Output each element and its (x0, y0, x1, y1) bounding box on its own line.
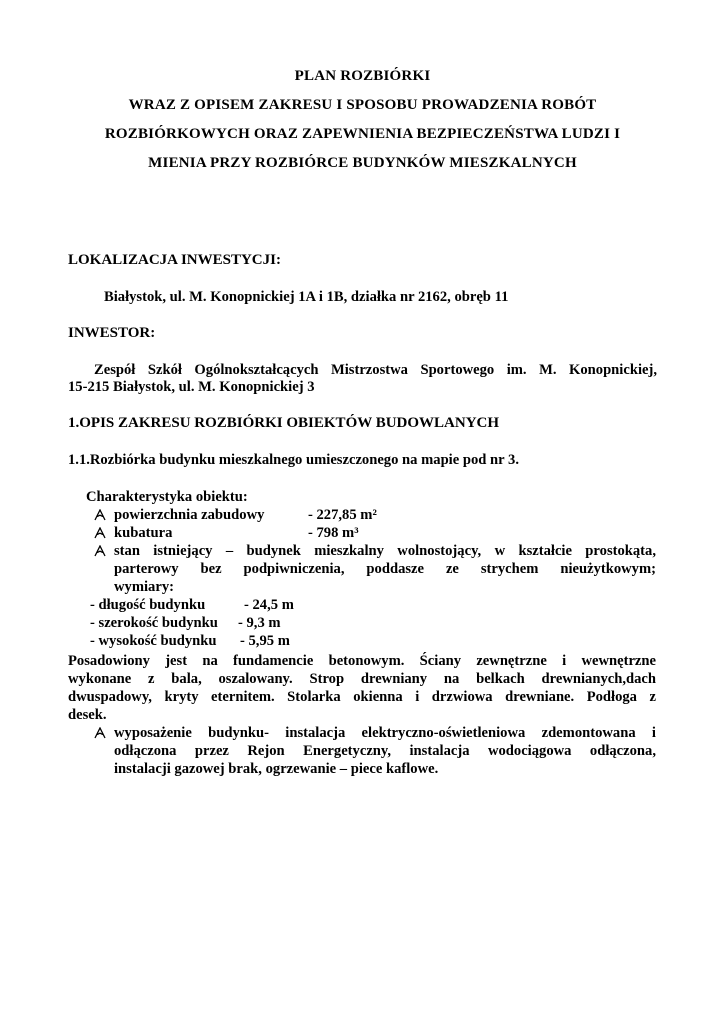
description-line-3: dwuspadowy, kryty eternitem. Stolarka okienna i drzwiowa drewniane. Podłoga z (68, 689, 656, 705)
bullet-2-label: kubatura (114, 525, 173, 541)
bullet-3-line-1: stan istniejący – budynek mieszkalny wolnostojący, w kształcie prostokąta, (114, 543, 656, 559)
document-title (40, 62, 685, 178)
investor-heading: INWESTOR: (68, 325, 156, 341)
arrowhead-bullet-icon (94, 527, 106, 539)
bullet-3-line-3: wymiary: (114, 579, 174, 595)
bullet-4-line-2: odłączona przez Rejon Energetyczny, instalacja wodociągowa odłączona, (114, 743, 656, 759)
description-line-2: wykonane z bala, oszalowany. Strop drewniany na belkach drewnianych,dach (68, 671, 656, 687)
dimension-width-value: - 9,3 m (238, 615, 281, 631)
title-line-1: PLAN ROZBIÓRKI (294, 68, 431, 84)
investor-line-2: 15-215 Białystok, ul. M. Konopnickiej 3 (68, 379, 315, 395)
section-1-1-heading: 1.1.Rozbiórka budynku mieszkalnego umieszczonego na mapie pod nr 3. (68, 452, 519, 468)
location-text: Białystok, ul. M. Konopnickiej 1A i 1B, działka nr 2162, obręb 11 (104, 289, 509, 305)
title-line-3: ROZBIÓRKOWYCH ORAZ ZAPEWNIENIA BEZPIECZEŃSTWA LUDZI I (104, 126, 621, 142)
dimension-height-label: - wysokość budynku (90, 633, 217, 649)
bullet-3-line-2: parterowy bez podpiwniczenia, poddasze ze strychem nieużytkowym; (114, 561, 656, 577)
section-1-heading: 1.OPIS ZAKRESU ROZBIÓRKI OBIEKTÓW BUDOWLANYCH (68, 415, 500, 431)
arrowhead-bullet-icon (94, 545, 106, 557)
bullet-1-value: - 227,85 m² (308, 507, 377, 523)
dimension-length-label: - długość budynku (90, 597, 206, 613)
description-line-4: desek. (68, 707, 107, 723)
arrowhead-bullet-icon (94, 727, 106, 739)
arrowhead-bullet-icon (94, 509, 106, 521)
bullet-4-line-3: instalacji gazowej brak, ogrzewanie – piece kaflowe. (114, 761, 439, 777)
characteristics-label: Charakterystyka obiektu: (86, 489, 248, 505)
bullet-2-value: - 798 m³ (308, 525, 359, 541)
bullet-4-line-1: wyposażenie budynku- instalacja elektryczno-oświetleniowa zdemontowana i (114, 725, 656, 741)
dimension-length-value: - 24,5 m (244, 597, 294, 613)
dimension-width-label: - szerokość budynku (90, 615, 218, 631)
title-line-2: WRAZ Z OPISEM ZAKRESU I SPOSOBU PROWADZENIA ROBÓT (128, 97, 597, 113)
location-heading: LOKALIZACJA INWESTYCJI: (68, 252, 281, 268)
dimension-height-value: - 5,95 m (240, 633, 290, 649)
investor-line-1: Zespół Szkół Ogólnokształcących Mistrzostwa Sportowego im. M. Konopnickiej, (94, 362, 657, 378)
title-line-4: MIENIA PRZY ROZBIÓRCE BUDYNKÓW MIESZKALNYCH (148, 155, 577, 171)
bullet-1-label: powierzchnia zabudowy (114, 507, 265, 523)
description-line-1: Posadowiony jest na fundamencie betonowym. Ściany zewnętrzne i wewnętrzne (68, 653, 656, 669)
